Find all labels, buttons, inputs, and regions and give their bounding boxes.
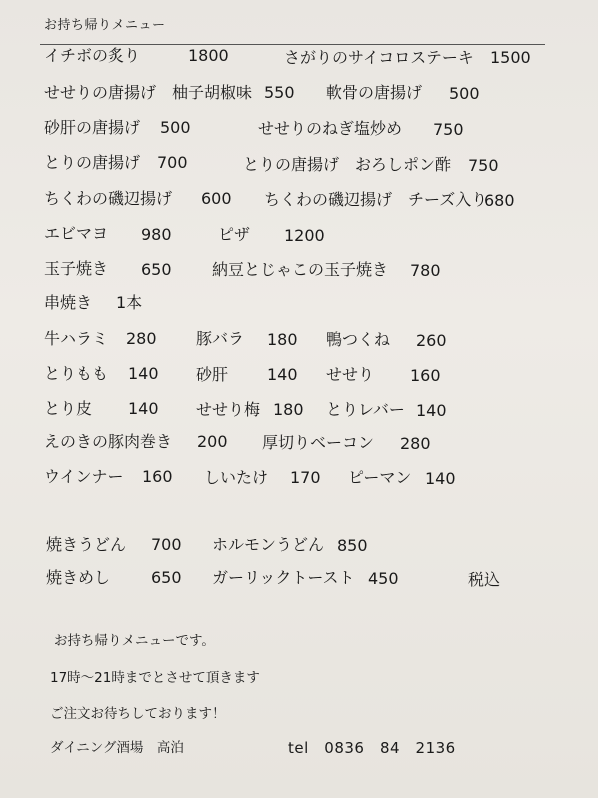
section-unit: 1本 (116, 293, 143, 312)
menu-item-price: 140 (425, 469, 456, 488)
menu-item-price: 280 (400, 434, 431, 453)
menu-item-price: 1800 (188, 46, 229, 65)
menu-item-name: ピザ (218, 225, 251, 244)
menu-item-name: とりの唐揚げ (44, 153, 141, 172)
tax-included-note: 税込 (468, 570, 501, 589)
menu-item-price: 750 (433, 120, 464, 139)
menu-item-name: せせりの唐揚げ 柚子胡椒味 (44, 83, 253, 102)
menu-item-name: せせりのねぎ塩炒め (258, 119, 403, 138)
menu-item-name: 焼きめし (46, 568, 111, 587)
menu-item-price: 1500 (490, 48, 531, 67)
menu-item-name: ちくわの磯辺揚げ (44, 189, 173, 208)
footer-order-note: ご注文お待ちしております！ (50, 706, 226, 722)
menu-item-name: ウインナー (44, 467, 124, 486)
title-underline (40, 44, 545, 45)
menu-item-name: 砂肝の唐揚げ (44, 118, 141, 137)
menu-item-name: 牛ハラミ (44, 329, 109, 348)
menu-item-price: 550 (264, 83, 295, 102)
menu-item-name: しいたけ (204, 468, 269, 487)
menu-item-name: さがりのサイコロステーキ (284, 48, 474, 67)
menu-item-price: 500 (160, 118, 191, 137)
menu-item-price: 650 (141, 260, 172, 279)
menu-item-price: 200 (197, 432, 228, 451)
menu-item-name: 納豆とじゃこの玉子焼き (212, 260, 389, 279)
menu-item-name: ホルモンうどん (212, 535, 325, 554)
menu-item-price: 450 (368, 569, 399, 588)
menu-item-price: 140 (128, 399, 159, 418)
menu-item-name: せせり (326, 365, 375, 384)
menu-item-price: 680 (484, 191, 515, 210)
menu-item-price: 850 (337, 536, 368, 555)
menu-item-name: 厚切りベーコン (262, 433, 375, 452)
menu-item-price: 600 (201, 189, 232, 208)
menu-item-name: とり皮 (44, 399, 93, 418)
menu-item-price: 1200 (284, 226, 325, 245)
page-title: お持ち帰りメニュー (44, 18, 166, 33)
footer-takeout-note: お持ち帰りメニューです。 (54, 633, 215, 649)
shop-name: ダイニング酒場 高泊 (50, 740, 184, 756)
shop-telephone: tel 0836 84 2136 (288, 739, 456, 757)
menu-item-price: 140 (128, 364, 159, 383)
menu-item-name: とりの唐揚げ おろしポン酢 (243, 155, 452, 174)
menu-item-price: 140 (267, 365, 298, 384)
menu-item-price: 160 (410, 366, 441, 385)
menu-item-price: 180 (273, 400, 304, 419)
menu-item-price: 260 (416, 331, 447, 350)
menu-item-name: ピーマン (348, 468, 412, 487)
menu-item-name: 砂肝 (196, 365, 229, 384)
menu-item-price: 650 (151, 568, 182, 587)
menu-item-price: 500 (449, 84, 480, 103)
section-heading-kushiyaki: 串焼き (44, 293, 93, 312)
menu-item-name: イチボの炙り (44, 46, 141, 65)
menu-item-name: えのきの豚肉巻き (44, 432, 173, 451)
menu-item-price: 160 (142, 467, 173, 486)
menu-item-name: とりレバー (326, 400, 405, 419)
menu-item-name: せせり梅 (196, 400, 261, 419)
menu-item-name: エビマヨ (44, 224, 109, 243)
menu-item-name: 鴨つくね (326, 330, 391, 349)
menu-item-price: 180 (267, 330, 298, 349)
footer-hours-note: 17時〜21時までとさせて頂きます (50, 670, 260, 686)
menu-item-name: 豚バラ (196, 329, 245, 348)
menu-item-name: 軟骨の唐揚げ (326, 83, 423, 102)
menu-item-price: 780 (410, 261, 441, 280)
menu-item-name: 焼きうどん (46, 535, 127, 554)
menu-item-name: ちくわの磯辺揚げ チーズ入り (264, 190, 488, 209)
menu-item-price: 980 (141, 225, 172, 244)
menu-item-name: 玉子焼き (44, 259, 109, 278)
menu-item-price: 140 (416, 401, 447, 420)
menu-item-price: 700 (157, 153, 188, 172)
menu-item-name: ガーリックトースト (212, 568, 355, 587)
menu-item-price: 170 (290, 468, 321, 487)
menu-item-price: 700 (151, 535, 182, 554)
menu-item-price: 750 (468, 156, 499, 175)
menu-item-name: とりもも (44, 364, 109, 383)
menu-item-price: 280 (126, 329, 157, 348)
